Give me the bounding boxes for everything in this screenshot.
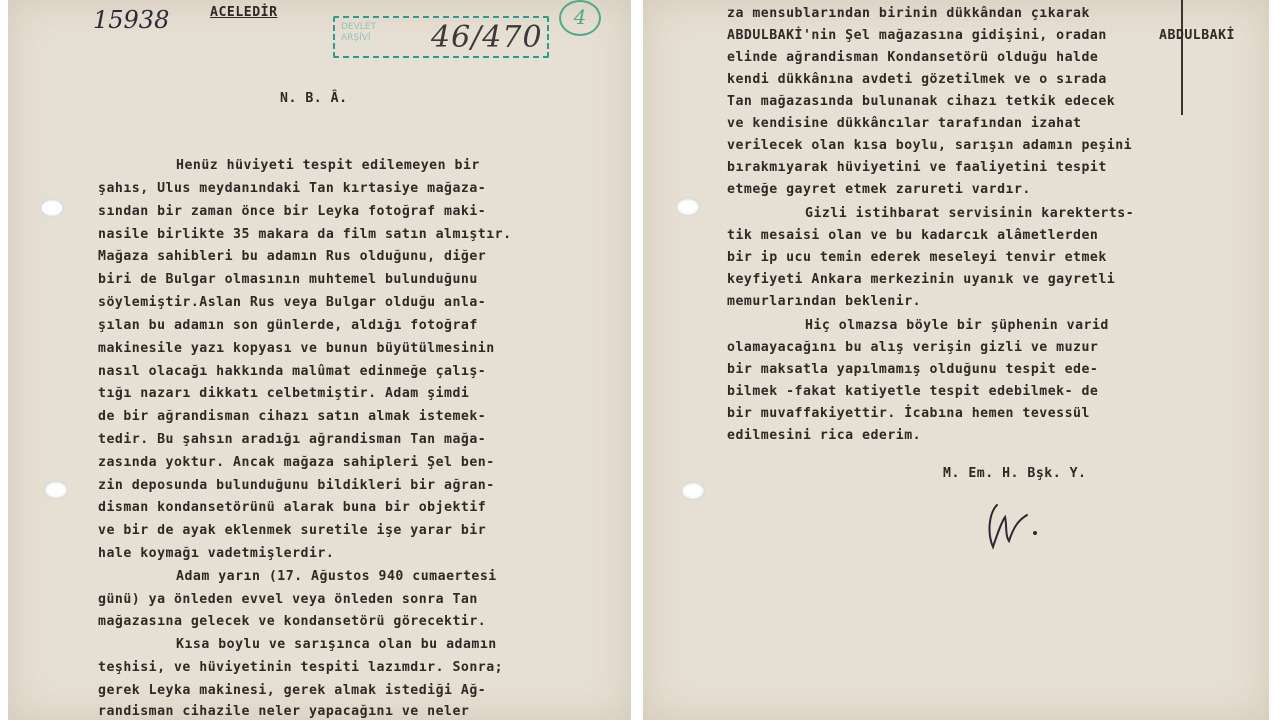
text-line: nasıl olacağı hakkında malûmat edinmeğe çalış- — [98, 364, 487, 379]
text-line: disman kondansetörünü alarak buna bir objektif — [98, 500, 487, 515]
text-line: ABDULBAKİ'nin Şel mağazasına gidişini, oradan — [727, 28, 1107, 43]
text-line: Mağaza sahibleri bu adamın Rus olduğunu, diğer — [98, 249, 487, 264]
text-line: şahıs, Ulus meydanındaki Tan kırtasiye mağaza- — [98, 181, 487, 196]
stamp-number: 46/470 — [431, 20, 543, 55]
text-line: mağazasına gelecek ve kondansetörü görecektir. — [98, 614, 487, 629]
text-line: ve bir de ayak eklenmek suretile işe yarar bir — [98, 523, 487, 538]
stamp-text: DEVLET ARŞİVİ — [341, 22, 376, 43]
text-line: olamayacağını bu alış verişin gizli ve muzur — [727, 340, 1099, 355]
text-line: nasile birlikte 35 makara da film satın almıştır. — [98, 227, 512, 242]
signature-block: M. Em. H. Bşk. Y. — [943, 466, 1087, 481]
text-line: bir muvaffakiyettir. İcabına hemen tevessül — [727, 406, 1090, 421]
text-line: Tan mağazasında bulunanak cihazı tetkik edecek — [727, 94, 1116, 109]
text-line: teşhisi, ve hüviyetinin tespiti lazımdır. Sonra; — [98, 660, 504, 675]
text-line: de bir ağrandisman cihazı satın almak istemek- — [98, 409, 487, 424]
handwritten-signature — [983, 495, 1043, 555]
text-line: Adam yarın (17. Ağustos 940 cumaertesi — [176, 569, 497, 584]
doc-number: 15938 — [93, 6, 170, 34]
urgent-label: ACELEDİR — [210, 5, 278, 20]
page-heading: N. B. Â. — [280, 91, 348, 106]
text-line: gerek Leyka makinesi, gerek almak istediği Ağ- — [98, 683, 487, 698]
text-line: sından bir zaman önce bir Leyka fotoğraf maki- — [98, 204, 487, 219]
text-line: tığı nazarı dikkatı celbetmiştir. Adam şimdi — [98, 386, 470, 401]
text-line: hale koymağı vadetmişlerdir. — [98, 546, 335, 561]
text-line: zasında yoktur. Ancak mağaza sahipleri Şel ben- — [98, 455, 495, 470]
text-line: biri de Bulgar olmasının muhtemel bulunduğunu — [98, 272, 478, 287]
text-line: bilmek -fakat katiyetle tespit edebilmek- de — [727, 384, 1099, 399]
document-page-left — [8, 0, 631, 720]
text-line: elinde ağrandisman Kondansetörü olduğu halde — [727, 50, 1099, 65]
punch-hole — [40, 199, 64, 217]
text-line: Gizli istihbarat servisinin karekterts- — [805, 206, 1135, 221]
text-line: Henüz hüviyeti tespit edilemeyen bir — [176, 158, 480, 173]
text-line: kendi dükkânına avdeti gözetilmek ve o sırada — [727, 72, 1107, 87]
text-line: Kısa boylu ve sarışınca olan bu adamın — [176, 637, 497, 652]
text-line: söylemiştir.Aslan Rus veya Bulgar olduğu anla- — [98, 295, 487, 310]
text-line: bırakmıyarak hüviyetini ve faaliyetini tespit — [727, 160, 1107, 175]
document-page-right — [643, 0, 1269, 720]
text-line: randisman cihazile neler yapacağını ve neler — [98, 704, 470, 719]
text-line: memurlarından beklenir. — [727, 294, 922, 309]
text-line: edilmesini rica ederim. — [727, 428, 922, 443]
punch-hole — [44, 481, 68, 499]
punch-hole — [681, 482, 705, 500]
text-line: zin deposunda bulunduğunu bildikleri bir ağran- — [98, 478, 495, 493]
text-line: makinesile yazı kopyası ve bunun büyütülmesinin — [98, 341, 495, 356]
text-line: günü) ya önleden evvel veya önleden sonra Tan — [98, 592, 478, 607]
text-line: şılan bu adamın son günlerde, aldığı fotoğraf — [98, 318, 478, 333]
margin-name: ABDULBAKİ — [1159, 28, 1235, 43]
punch-hole — [676, 198, 700, 216]
text-line: ve kendisine dükkâncılar tarafından izahat — [727, 116, 1082, 131]
text-line: za mensublarından birinin dükkândan çıkarak — [727, 6, 1090, 21]
text-line: tedir. Bu şahsın aradığı ağrandisman Tan mağa- — [98, 432, 487, 447]
archive-stamp — [333, 16, 549, 58]
text-line: bir ip ucu temin ederek meseleyi tenvir etmek — [727, 250, 1107, 265]
margin-line — [1181, 0, 1183, 115]
text-line: tik mesaisi olan ve bu kadarcık alâmetlerden — [727, 228, 1099, 243]
text-line: etmeğe gayret etmek zarureti vardır. — [727, 182, 1031, 197]
text-line: bir maksatla yapılmamış olduğunu tespit ede- — [727, 362, 1099, 377]
text-line: Hiç olmazsa böyle bir şüphenin varid — [805, 318, 1109, 333]
text-line: verilecek olan kısa boylu, sarışın adamın peşini — [727, 138, 1133, 153]
circled-page-number: 4 — [559, 0, 601, 36]
text-line: keyfiyeti Ankara merkezinin uyanık ve gayretli — [727, 272, 1116, 287]
